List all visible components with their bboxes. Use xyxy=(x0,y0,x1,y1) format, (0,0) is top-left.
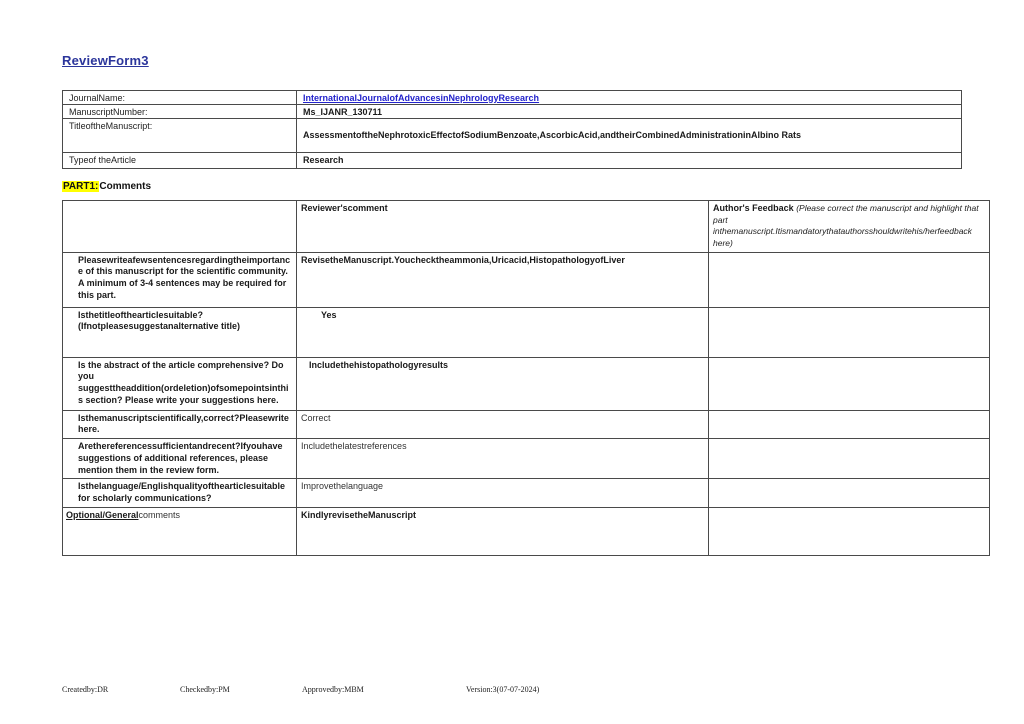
author-feedback-header xyxy=(709,201,990,253)
question-language: Isthelanguage/Englishqualityofthearticlesuitable for scholarly communications? xyxy=(63,479,297,507)
question-scientific-correct: Isthemanuscriptscientifically,correct?Pleasewrite here. xyxy=(63,410,297,438)
review-row-language xyxy=(63,479,990,507)
article-type-label: Typeof theArticle xyxy=(63,153,297,169)
general-comments-underlined-label: Optional/General xyxy=(66,509,139,520)
author-feedback-cell xyxy=(709,479,990,507)
author-feedback-cell xyxy=(709,507,990,555)
journal-name-label: JournalName: xyxy=(63,91,297,105)
comments-table xyxy=(62,200,990,556)
author-feedback-cell xyxy=(709,439,990,479)
table-row xyxy=(63,105,962,119)
reviewer-comment-general: KindlyrevisetheManuscript xyxy=(297,507,709,555)
footer-approved-by: Approvedby:MBM xyxy=(302,685,364,694)
manuscript-number-label: ManuscriptNumber: xyxy=(63,105,297,119)
author-feedback-title: Author's Feedback xyxy=(713,203,794,213)
table-row xyxy=(63,91,962,105)
general-comments-rest-label: comments xyxy=(138,509,181,520)
reviewer-comment-header: Reviewer'scomment xyxy=(297,201,709,253)
manuscript-title-label: TitleoftheManuscript: xyxy=(63,119,297,153)
part1-highlighted-label: PART1: xyxy=(63,181,99,192)
review-row-references xyxy=(63,439,990,479)
footer-version: Version:3(07-07-2024) xyxy=(466,685,540,694)
author-feedback-cell xyxy=(709,357,990,410)
question-abstract: Is the abstract of the article comprehensive? Do you suggesttheaddition(ordeletion)ofsomepointsinthis section? Please write your suggestions here. xyxy=(63,357,297,410)
footer-checked-by: Checkedby:PM xyxy=(180,685,230,694)
reviewer-comment-scientific-correct: Correct xyxy=(297,410,709,438)
reviewer-comment-language: Improvethelanguage xyxy=(297,479,709,507)
comments-header-row xyxy=(63,201,990,253)
reviewer-comment-references: Includethelatestreferences xyxy=(297,439,709,479)
author-feedback-cell xyxy=(709,410,990,438)
manuscript-title-value: AssessmentoftheNephrotoxicEffectofSodiumBenzoate,AscorbicAcid,andtheirCombinedAdministrationinAlbino Rats xyxy=(303,130,802,140)
review-row-importance xyxy=(63,252,990,307)
table-row xyxy=(63,153,962,169)
author-feedback-cell xyxy=(709,252,990,307)
question-general-comments xyxy=(63,507,297,555)
review-row-scientific-correct xyxy=(63,410,990,438)
question-importance: Pleasewriteafewsentencesregardingtheimportance of this manuscript for the scientific community. A minimum of 3-4 sentences may be required for this part. xyxy=(63,252,297,307)
reviewer-comment-abstract: Includethehistopathologyresults xyxy=(297,357,709,410)
review-row-title-suitable xyxy=(63,307,990,357)
table-row xyxy=(63,119,962,153)
journal-name-link[interactable]: InternationalJournalofAdvancesinNephrologyResearch xyxy=(303,93,540,103)
question-title-suitable: Isthetitleofthearticlesuitable? (Ifnotpleasesuggestanalternative title) xyxy=(63,307,297,357)
reviewer-comment-importance: RevisetheManuscript.Youchecktheammonia,Uricacid,HistopathologyofLiver xyxy=(297,252,709,307)
manuscript-number-value: Ms_IJANR_130711 xyxy=(297,105,962,119)
question-references: Arethereferencessufficientandrecent?Ifyouhave suggestions of additional references, please mention them in the review form. xyxy=(63,439,297,479)
reviewer-comment-title-suitable: Yes xyxy=(297,307,709,357)
page-title: ReviewForm3 xyxy=(62,53,149,68)
manuscript-info-table xyxy=(62,90,962,169)
part1-rest-label: Comments xyxy=(99,181,152,192)
review-row-general-comments xyxy=(63,507,990,555)
part1-heading xyxy=(62,181,151,192)
article-type-value: Research xyxy=(297,153,962,169)
author-feedback-cell xyxy=(709,307,990,357)
header-empty-cell xyxy=(63,201,297,253)
author-feedback-note: (Please correct the manuscript and highlight that part inthemanuscript.Itismandatorythatauthorsshouldwritehis/herfeedback here) xyxy=(713,203,979,249)
footer-created-by: Createdby:DR xyxy=(62,685,109,694)
review-row-abstract xyxy=(63,357,990,410)
